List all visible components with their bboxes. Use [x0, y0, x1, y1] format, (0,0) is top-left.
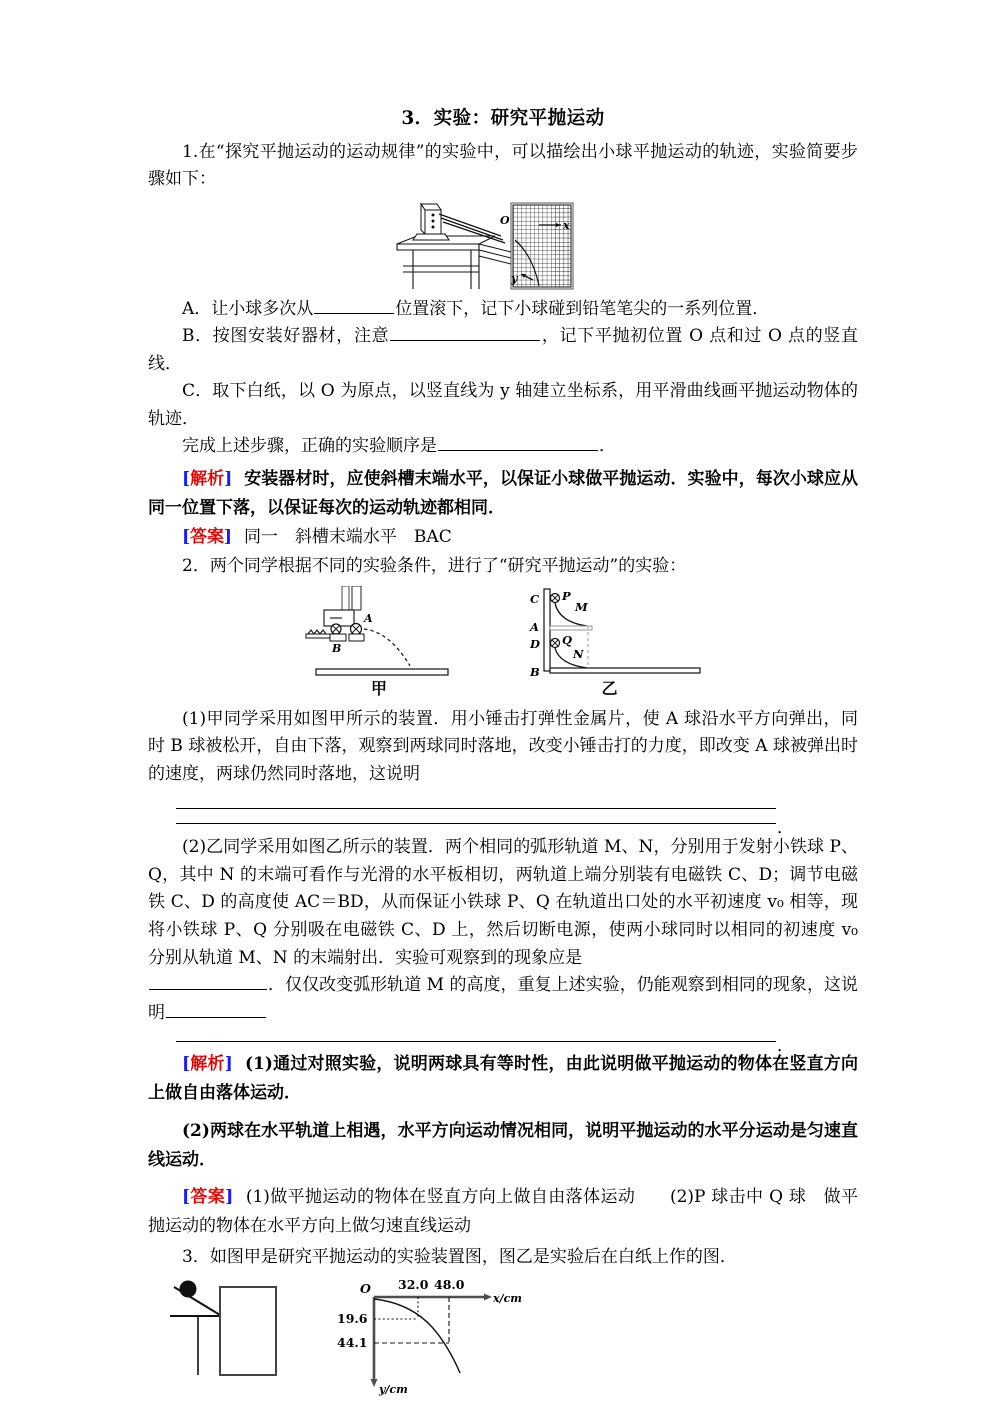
yi-label-a: A — [529, 620, 539, 635]
q2-blank-explain[interactable] — [166, 1000, 266, 1017]
projectile-apparatus-svg — [158, 1275, 318, 1410]
q2-analysis-1-text: (1)通过对照实验，说明两球具有等时性，由此说明做平抛运动的物体在竖直方向上做自由落体运动． — [148, 1054, 859, 1104]
yi-label-n: N — [572, 647, 584, 662]
q2-figure-jia — [302, 586, 457, 698]
q1-answer-tag — [182, 527, 232, 547]
q2-part1: (1)甲同学采用如图甲所示的装置．用小锤击打弹性金属片，使 A 球沿水平方向弹出，同时 B 球被松开，自由下落，观察到两球同时落地，改变小锤击打的力度，即改变 A 球被弹出时的速度，两球仍然同时落地，这说明 — [148, 708, 858, 784]
incline-track-and-grid-board-svg — [383, 200, 623, 292]
q3-trajectory-chart — [336, 1275, 531, 1410]
q1-figure — [148, 200, 858, 292]
q2-stem: 2．两个同学根据不同的实验条件，进行了“研究平抛运动”的实验： — [182, 555, 687, 576]
q1-final-prompt-period: ． — [599, 436, 616, 457]
q2-part2b-text: ．仅仅改变弧形轨道 M 的高度，重复上述实验，仍能观察到相同的现象，这说明 — [148, 975, 858, 1023]
answer-bracket-open: [ — [182, 527, 191, 548]
q1-answer-text: 同一 斜槽末端水平 BAC — [243, 527, 452, 548]
q2-analysis-2: (2)两球在水平轨道上相遇，水平方向运动情况相同，说明平抛运动的水平分运动是匀速直线运动． — [148, 1120, 858, 1170]
jia-label-b: B — [331, 642, 341, 656]
q1-final-prompt — [148, 433, 858, 461]
q1-figure-label-y: y — [511, 271, 518, 285]
q2-caption-yi: 乙 — [601, 679, 618, 699]
q1-stem: 1.在“探究平抛运动的运动规律”的实验中，可以描绘出小球平抛运动的轨迹，实验简要步骤如下： — [148, 141, 858, 190]
q2-analysis-bracket-close: ] — [224, 1054, 233, 1075]
q2-caption-jia: 甲 — [370, 679, 387, 699]
q1-option-a-before: A．让小球多次从 — [182, 298, 314, 319]
q1-figure-label-origin: O — [500, 213, 510, 227]
q1-option-b — [148, 323, 858, 378]
q1-figure-label-x: x — [563, 218, 570, 232]
chart-ytick-1: 19.6 — [337, 1311, 368, 1327]
q2-line2-period: ． — [777, 818, 794, 839]
jia-label-a: A — [363, 612, 373, 626]
page-content — [148, 105, 858, 1410]
q1-blank-b[interactable] — [390, 324, 540, 341]
chart-xtick-1: 32.0 — [398, 1277, 429, 1293]
q2-analysis-label: 解析 — [190, 1054, 225, 1075]
q2-analysis-1 — [148, 1050, 858, 1108]
yi-label-b: B — [529, 665, 540, 679]
q1-option-a — [148, 296, 858, 324]
q2-figures — [148, 586, 858, 698]
chart-xlabel: x/cm — [493, 1292, 522, 1306]
yi-label-q: Q — [561, 633, 572, 648]
q1-blank-order[interactable] — [438, 434, 598, 451]
trajectory-chart-svg — [336, 1275, 531, 1410]
chart-ytick-2: 44.1 — [337, 1335, 368, 1351]
q2-answer-bracket-open: [ — [182, 1187, 191, 1208]
q2-answer-text: (1)做平抛运动的物体在竖直方向上做自由落体运动 (2)P 球击中 Q 球 做平抛运动的物体在水平方向上做匀速直线运动 — [148, 1187, 859, 1237]
q1-analysis-text: 安装器材时，应使斜槽末端水平，以保证小球做平抛运动．实验中，每次小球应从同一位置下落，以保证每次的运动轨迹都相同． — [148, 469, 859, 519]
chart-ylabel: y/cm — [379, 1383, 408, 1397]
q1-answer — [148, 523, 858, 552]
q1-blank-a[interactable] — [314, 297, 394, 314]
q2-answer-label: 答案 — [190, 1187, 226, 1208]
q2-part2a: (2)乙同学采用如图乙所示的装置．两个相同的弧形轨道 M、N，分别用于发射小铁球 P、Q，其中 N 的末端可看作与光滑的水平板相切，两轨道上端分别装有电磁铁 C、D；调节电磁铁 C、D 的高度使 AC＝BD，从而保证小铁球 P、Q 在轨道出口处的水平初速度 v₀ 相等，现将小铁球 P、Q 分别吸在电磁铁 C、D 上，然后切断电源，使两小球同时以相同的初速度 v₀ 分别从轨道 M、N 的末端射出．实验可观察到的现象应是 — [148, 837, 858, 968]
q2-analysis-bracket-open: [ — [182, 1054, 191, 1075]
answer-bracket-close: ] — [224, 527, 233, 548]
yi-label-p: P — [561, 589, 571, 604]
analysis-label: 解析 — [190, 469, 225, 489]
chart-origin-label: O — [360, 1281, 371, 1297]
q2-figure-yi — [515, 586, 705, 698]
q2-answer-line-2[interactable] — [176, 823, 776, 824]
q2-answer-bracket-close: ] — [225, 1187, 234, 1208]
yi-label-m: M — [574, 600, 588, 615]
q2-answer-line-3[interactable] — [176, 1041, 776, 1042]
q1-analysis — [148, 465, 858, 523]
q2-analysis-tag — [182, 1054, 233, 1074]
q3-stem: 3．如图甲是研究平抛运动的实验装置图，图乙是实验后在白纸上作的图． — [182, 1246, 737, 1267]
q3-apparatus — [158, 1275, 318, 1410]
q2-answer-tag — [182, 1187, 233, 1207]
q2-answer-line-2-wrap — [176, 818, 796, 839]
analysis-bracket-close: ] — [224, 469, 233, 489]
yi-apparatus-svg — [515, 586, 705, 678]
answer-label: 答案 — [190, 527, 225, 548]
q2-part2b — [148, 972, 858, 1027]
q1-analysis-tag — [182, 469, 232, 489]
page-title: 3．实验：研究平抛运动 — [401, 108, 605, 129]
q2-answer — [148, 1183, 858, 1241]
chart-xtick-2: 48.0 — [434, 1277, 465, 1293]
q2-answer-line-1[interactable] — [176, 808, 776, 809]
q2-blank-phenomenon[interactable] — [149, 973, 267, 990]
q1-final-prompt-text: 完成上述步骤，正确的实验顺序是 — [182, 436, 437, 457]
yi-label-d: D — [529, 637, 540, 652]
q1-option-b-after: ，记下平抛初位置 O 点和过 O 点的竖直线． — [148, 326, 858, 374]
q3-figures — [148, 1275, 858, 1410]
q2-line3-period: ． — [777, 1036, 794, 1057]
q1-option-c: C．取下白纸，以 O 为原点，以竖直线为 y 轴建立坐标系，用平滑曲线画平抛运动物体的轨迹． — [148, 381, 858, 429]
q1-option-a-after: 位置滚下，记下小球碰到铅笔笔尖的一系列位置． — [395, 298, 770, 319]
yi-label-c: C — [529, 592, 539, 607]
jia-apparatus-svg — [302, 586, 457, 678]
q2-answer-line-3-wrap — [176, 1036, 796, 1057]
q1-option-b-before: B．按图安装好器材，注意 — [182, 326, 390, 347]
analysis-bracket-open: [ — [182, 469, 191, 489]
